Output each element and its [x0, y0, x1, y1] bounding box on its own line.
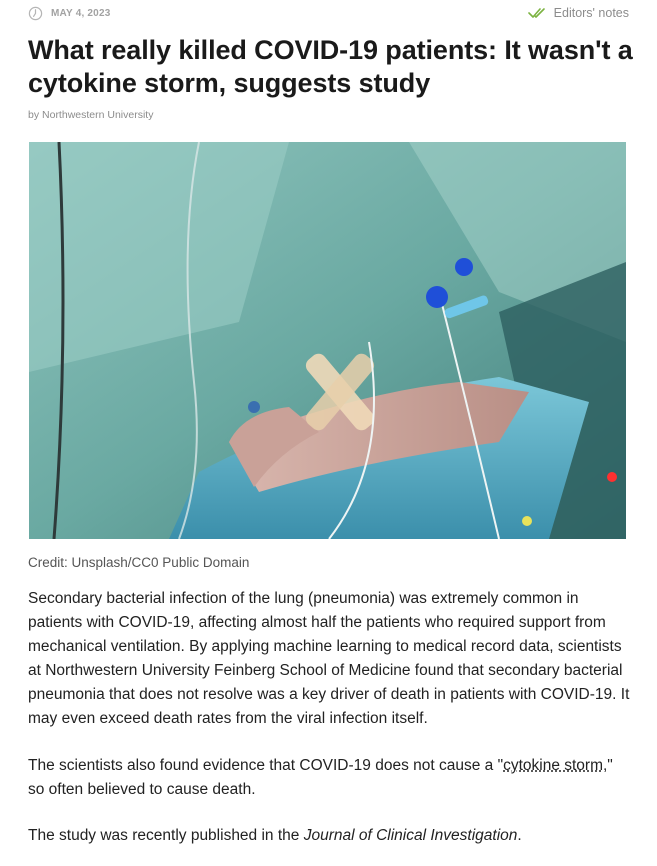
paragraph-2-text-end: ," so often believed to cause death. — [28, 757, 613, 798]
paragraph-3-text: The study was recently published in the — [28, 827, 304, 844]
paragraph-2 — [28, 754, 632, 802]
journal-name: Journal of Clinical Investigation — [303, 827, 518, 844]
image-credit: Credit: Unsplash/CC0 Public Domain — [28, 555, 250, 570]
clock-icon — [28, 6, 43, 21]
article-meta-bar — [28, 6, 629, 24]
paragraph-3-text-end: . — [517, 827, 522, 844]
article-image-illustration — [29, 142, 626, 539]
byline-org-link[interactable]: Northwestern University — [42, 109, 154, 121]
publish-date-text: MAY 4, 2023 — [51, 8, 111, 19]
paragraph-1: Secondary bacterial infection of the lung (pneumonia) was extremely common in patients with COVID-19, affecting almost half the patients who required support from mechanical ventilation. By applying machine learning to medical record data, scientists at Northwestern University Feinberg School of Medicine found that secondary bacterial pneumonia that does not resolve was a key driver of death in patients with COVID-19. It may even exceed death rates from the viral infection itself. — [28, 590, 630, 727]
publish-date — [28, 6, 110, 21]
paragraph-3 — [28, 824, 632, 848]
byline — [28, 109, 153, 121]
editors-notes-label[interactable]: Editors' notes — [553, 6, 629, 20]
article-image[interactable] — [29, 142, 626, 539]
paragraph-2-text: The scientists also found evidence that COVID-19 does not cause a " — [28, 757, 504, 774]
double-check-icon — [528, 7, 546, 19]
byline-prefix: by — [28, 109, 40, 121]
editors-notes-link[interactable] — [528, 6, 629, 20]
cytokine-storm-link[interactable]: cytokine storm — [503, 757, 603, 774]
article-title: What really killed COVID-19 patients: It wasn't a cytokine storm, suggests study — [28, 35, 633, 98]
